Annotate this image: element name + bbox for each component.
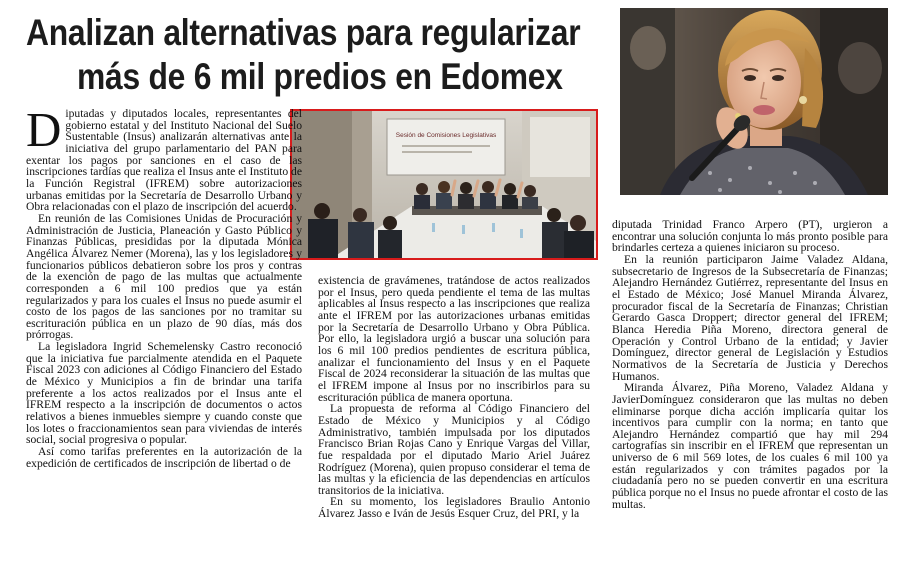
paragraph: iputadas y diputados locales, representantes del gobierno estatal y del Instituto Nacional del Suelo Sustentable (Insus) analizarán alternativas ante la iniciativa del grupo parlamentario del PAN para exentar los pagos por sanciones en el caso de las inscripciones tardías que realiza el Insus ante el Instituto de la Función Registral (IFREM) sobre autorizaciones urbanas emitidas por la Secretaría de Desarrollo Urbano y Obra relacionadas con el plazo de inscripción del acuerdo.: [26, 108, 302, 214]
article-column-2: [318, 275, 590, 568]
paragraph: Así como tarifas preferentes en la autorización de la expedición de certificados de inscripción de libertad o de: [26, 445, 302, 470]
article-column-1: [26, 108, 302, 568]
paragraph: En la reunión participaron Jaime Valadez Aldana, subsecretario de Ingresos de la Subsecretaría de Finanzas; Alejandro Hernández Gutiérrez, representante del Insus en el Estado de México; José Manuel Miranda Álvarez, procurador fiscal de la Secretaría de Finanzas; Christian Gerardo Gasca Droppert; director general del IFREM; Blanca Heredia Piña Moreno, directora general de Operación y Control Urbano de la entidad; y Javier Domínguez, director general de Legislación y Estudios Normativos de la Secretaría de Justicia y Derechos Humanos.: [612, 252, 888, 383]
commission-meeting-photo: [290, 109, 598, 260]
paragraph: existencia de gravámenes, tratándose de actos realizados por el Insus, pero queda pendiente el tema de las multas aplicables al Insus respecto a las inscripciones que realiza ante el IFREM por las autorizaciones urbanas emitidas por la Secretaría de Desarrollo Urbano y Obra Pública. Por ello, la legisladora urgió a buscar una solución para los 6 mil 100 predios pendientes de escritura pública, analizar el funcionamiento del Insus y en el Paquete Fiscal de 2024 reconsiderar la situación de las multas que el IFREM impone al Insus por no inscribirlos para su escrituración pública de manera oportuna.: [318, 275, 590, 404]
paragraph: En reunión de las Comisiones Unidas de Procuración y Administración de Justicia, Planeación y Gasto Público y Finanzas Públicas, presididas por la diputada Mónica Angélica Álvarez Nemer (Morena), las y los legisladores y funcionarios públicos debatieron sobre los pros y contras de la exención de pago de las multas que actualmente corresponden a 6 mil 100 predios que ya están regularizados y para los cuales el Insus no puede asumir el costo de los pagos de las sanciones por no tramitar su escrituración pública en un plazo de 90 días, más dos prórrogas.: [26, 211, 302, 342]
paragraph: Miranda Álvarez, Piña Moreno, Valadez Aldana y JavierDomínguez consideraron que las multas no deben eliminarse porque dicha acción implicaría quitar los incentivos para cumplir con la norma; en tanto que Alejandro Hernández compartió que hay mil 294 cartografías sin inscribir en el IFREM que representan un universo de 6 mil 569 lotes, de los cuales 6 mil 100 ya están regularizados y con trámites pagados por la ciudadanía pero no se pueden convertir en una escritura pública porque no el Insus no puede afrontar el costo de las multas.: [612, 381, 888, 511]
headline-line-1: Analizan alternativas para regularizar: [26, 12, 581, 53]
drop-cap-letter: D: [26, 108, 62, 157]
screen-banner-text: Sesión de Comisiones Legislativas: [395, 132, 497, 139]
paragraph: La propuesta de reforma al Código Financiero del Estado de México y Municipios y al Código Administrativo, también impulsada por los diputados Francisco Brian Rojas Cano y Enrique Vargas del Villar, fue respaldada por el diputado Mario Ariel Juárez Rodríguez (Morena), quien propuso considerar el tema de las multas y la eficiencia de las dependencias en artículos transitorios de la iniciativa.: [318, 402, 590, 497]
paragraph: En su momento, los legisladores Braulio Antonio Álvarez Jasso e Iván de Jesús Esquer Cruz, del PRI, y la: [318, 495, 590, 521]
article-column-3: [612, 219, 888, 568]
paragraph: diputada Trinidad Franco Arpero (PT), urgieron a encontrar una solución conjunta lo más pronto posible para brindarles certeza a quienes iniciaron su proceso.: [612, 219, 888, 255]
paragraph: La legisladora Ingrid Schemelensky Castro reconoció que la iniciativa fue parcialmente atendida en el Paquete Fiscal 2023 con adiciones al Código Financiero del Estado de México y Municipios a fin de brindar una tarifa preferente a los actos realizados por el Insus ante el IFREM respecto a la inscripción de documentos o actos relativos a bienes inmuebles siempre y cuando conste que los lotes o fraccionamientos sean para viviendas de interés social, social progresiva o popular.: [26, 340, 302, 447]
legislator-portrait-photo: [620, 8, 888, 195]
headline-line-2: más de 6 mil predios en Edomex: [77, 56, 563, 97]
